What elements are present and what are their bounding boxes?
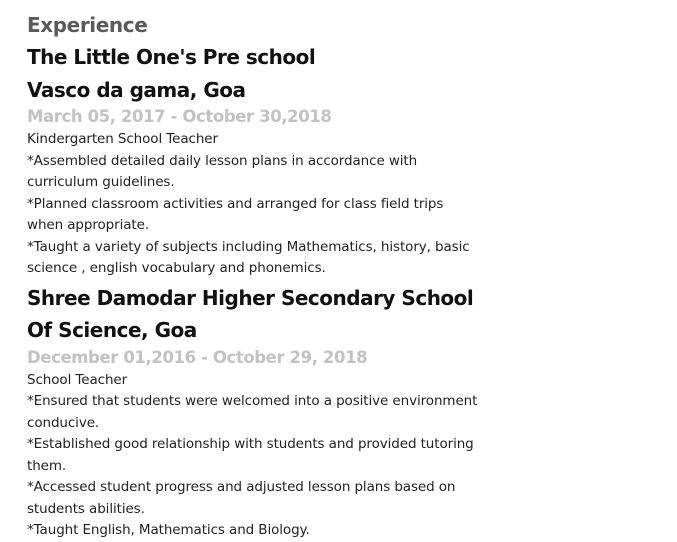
job-duty: *Planned classroom activities and arranged for class field trips when appropriate. [27,195,444,233]
job-duty: *Accessed student progress and adjusted lesson plans based on students abilities. [27,479,456,517]
job-entry [27,41,482,280]
job-duty: *Taught a variety of subjects including Mathematics, history, basic science , english vocabulary and phonemics. [27,238,470,276]
job-role: Kindergarten School Teacher [27,131,218,147]
job-role: School Teacher [27,371,128,388]
employer-location: Vasco da gama, Goa [27,77,246,102]
job-dates: December 01,2016 - October 29, 2018 [27,347,368,367]
job-duty: *Established good relationship with students and provided tutoring them. [27,436,474,474]
job-duty: *Taught English, Mathematics and Biology. [27,522,310,538]
job-dates: March 05, 2017 - October 30,2018 [27,107,332,126]
resume-experience-section [27,10,482,542]
job-entry [27,282,482,542]
job-duty: *Assembled detailed daily lesson plans in accordance with curriculum guidelines. [27,152,418,190]
employer-name: Shree Damodar Higher Secondary School Of Science, Goa [27,285,474,342]
employer-name: The Little One's Pre school [27,45,316,69]
section-heading: Experience [27,13,148,37]
job-duty: *Ensured that students were welcomed into a positive environment conducive. [27,393,478,431]
